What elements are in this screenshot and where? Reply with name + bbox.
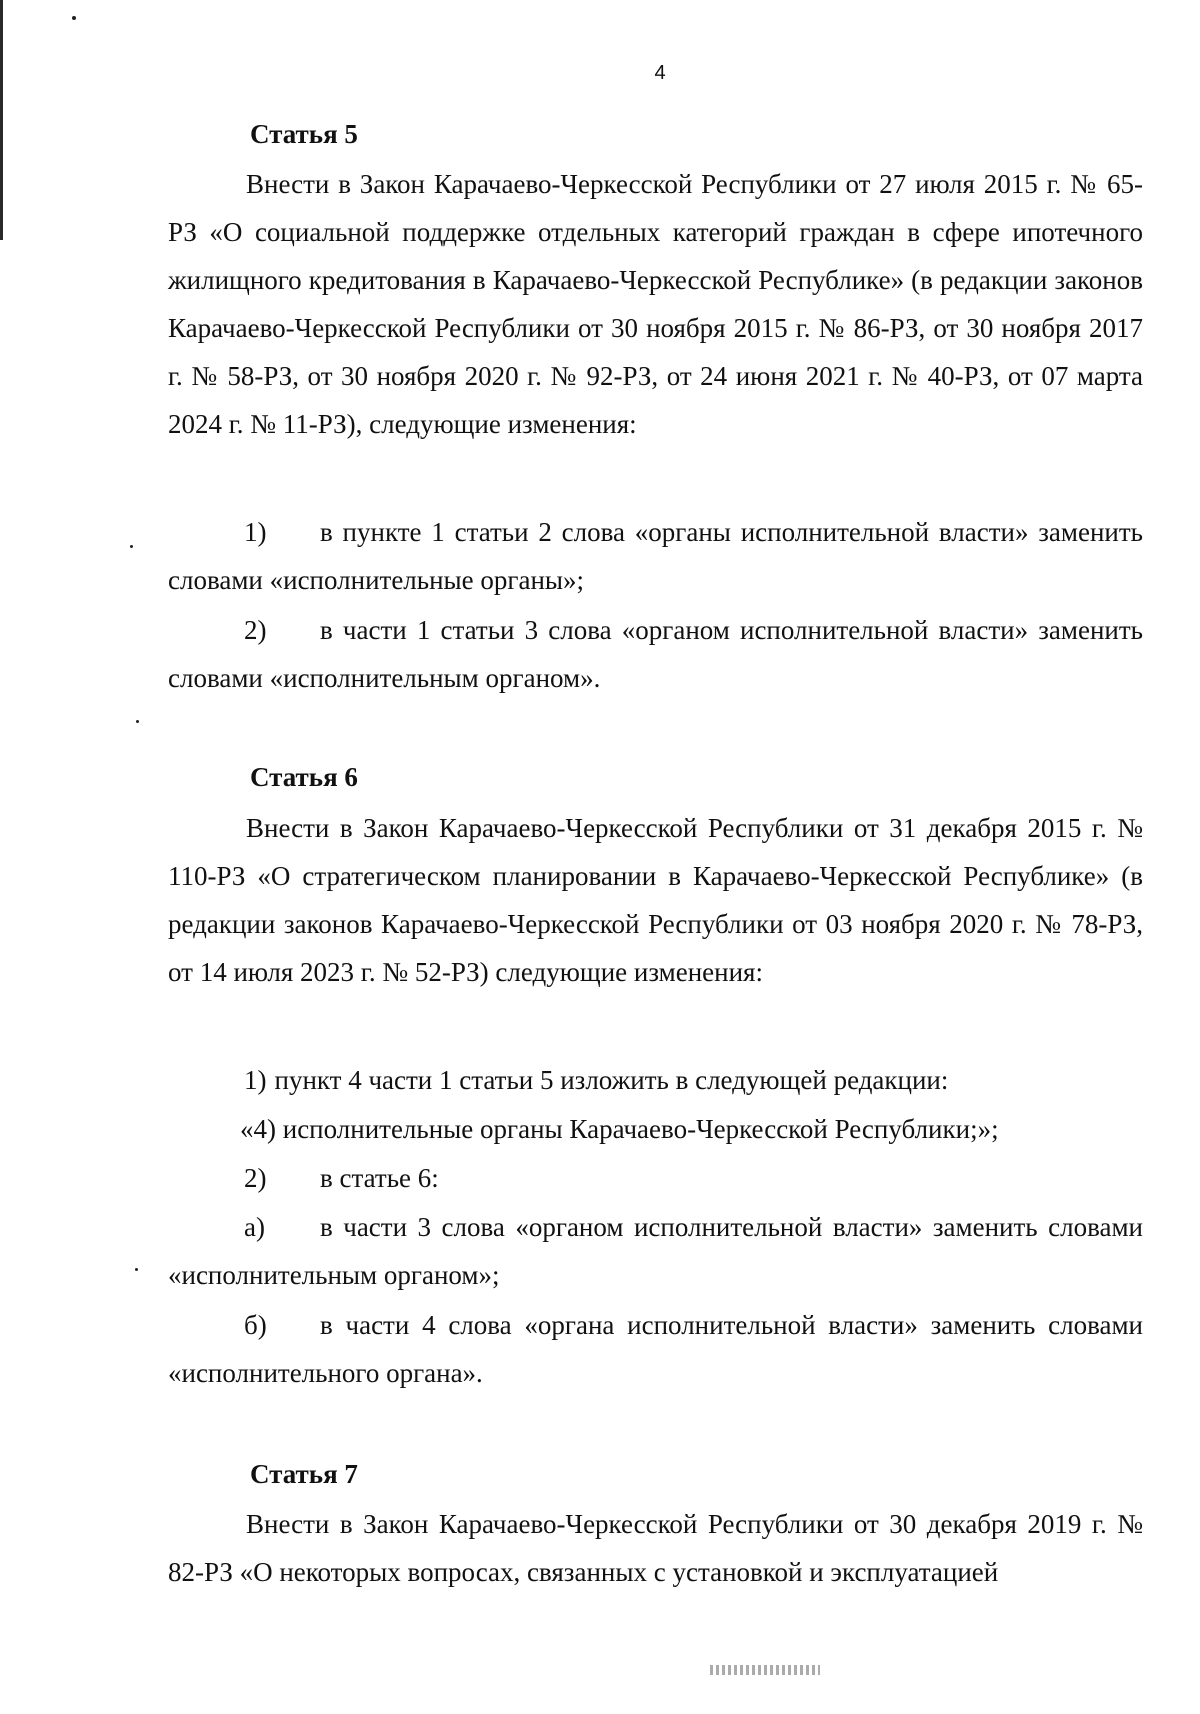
- article-6-subitem-a-text: в части 3 слова «органом исполнительной власти» заменить словами «исполнительным органом»;: [168, 1212, 1143, 1290]
- article-5-item-2-text: в части 1 статьи 3 слова «органом исполнительной власти» заменить словами «исполнительным органом».: [168, 615, 1143, 693]
- article-5-item-1: [168, 508, 1143, 604]
- article-6-item-2-text: в статье 6:: [320, 1163, 439, 1193]
- article-5-item-2-number: 2): [244, 615, 267, 645]
- page-number: 4: [654, 62, 666, 84]
- article-6-item-2-number: 2): [244, 1163, 267, 1193]
- scan-speck: [135, 1268, 138, 1271]
- article-6-subitem-b: [168, 1301, 1143, 1397]
- scan-edge-line: [0, 0, 3, 240]
- scan-speck: [72, 16, 76, 20]
- scan-smudge: [710, 1665, 820, 1675]
- article-6-item-1-number: 1): [244, 1065, 267, 1095]
- article-5-intro: Внести в Закон Карачаево-Черкесской Республики от 27 июля 2015 г. № 65-РЗ «О социальной поддержке отдельных категорий граждан в сфере ипотечного жилищного кредитования в Карачаево-Черкесской Республике» (в редакции законов Карачаево-Черкесской Республики от 30 ноября 2015 г. № 86-РЗ, от 30 ноября 2017 г. № 58-РЗ, от 30 ноября 2020 г. № 92-РЗ, от 24 июня 2021 г. № 40-РЗ, от 07 марта 2024 г. № 11-РЗ), следующие изменения:: [168, 169, 1143, 439]
- article-7-intro: Внести в Закон Карачаево-Черкесской Республики от 30 декабря 2019 г. № 82-РЗ «О некоторых вопросах, связанных с установкой и эксплуатацией: [168, 1509, 1143, 1587]
- article-6-heading: Статья 6: [250, 762, 358, 792]
- article-6-subitem-b-letter: б): [244, 1310, 267, 1340]
- article-6-item-2: [168, 1154, 1143, 1202]
- article-6-item-1-new-wording: «4) исполнительные органы Карачаево-Черкесской Республики;»;: [240, 1114, 999, 1144]
- article-6-subitem-a: [168, 1203, 1143, 1299]
- article-6-subitem-a-letter: а): [244, 1212, 265, 1242]
- article-6-subitem-b-text: в части 4 слова «органа исполнительной власти» заменить словами «исполнительного органа».: [168, 1310, 1143, 1388]
- article-6-item-1-text: пункт 4 части 1 статьи 5 изложить в следующей редакции:: [274, 1065, 949, 1095]
- article-5-heading: Статья 5: [250, 119, 358, 149]
- article-6-intro: Внести в Закон Карачаево-Черкесской Республики от 31 декабря 2015 г. № 110-РЗ «О стратегическом планировании в Карачаево-Черкесской Республике» (в редакции законов Карачаево-Черкесской Республики от 03 ноября 2020 г. № 78-РЗ, от 14 июля 2023 г. № 52-РЗ) следующие изменения:: [168, 813, 1143, 987]
- article-5-item-1-text: в пункте 1 статьи 2 слова «органы исполнительной власти» заменить словами «исполнительные органы»;: [168, 517, 1143, 595]
- scan-speck: [136, 720, 139, 723]
- article-6-item-1: [168, 1056, 1143, 1104]
- article-5-item-1-number: 1): [244, 517, 267, 547]
- scan-speck: [130, 545, 133, 548]
- article-5-item-2: [168, 606, 1143, 702]
- article-7-heading: Статья 7: [250, 1459, 358, 1489]
